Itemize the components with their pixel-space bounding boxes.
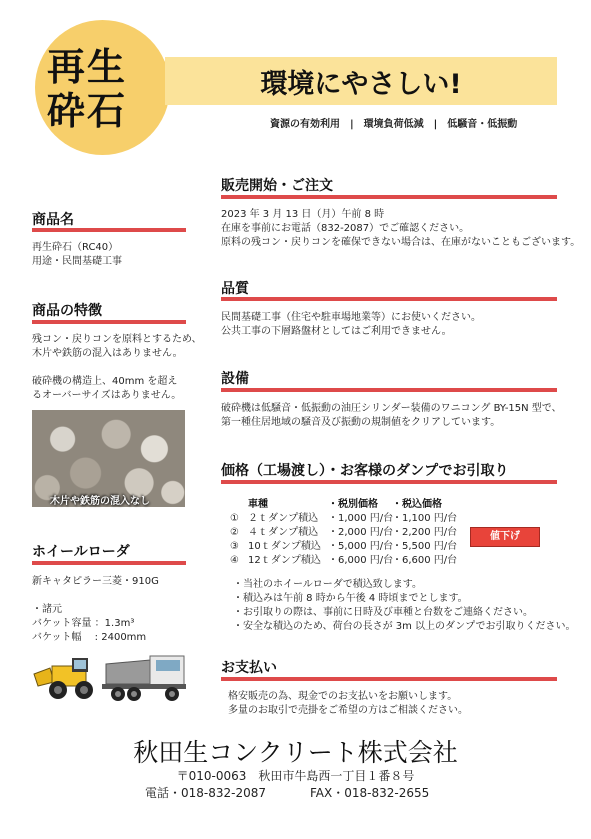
equipment-text: 破砕機は低騒音・低振動の油圧シリンダー装備のワニコング BY-15N 型で、	[221, 403, 562, 414]
price-reduced-badge: 値下げ	[470, 527, 540, 547]
sales-text: 原料の残コン・戻りコンを確保できない場合は、在庫がないこともございます。	[221, 237, 581, 248]
loader-truck-illustration	[32, 650, 192, 704]
equipment-heading: 設備	[221, 371, 249, 387]
col-ex-tax: ・税別価格	[328, 499, 378, 510]
sales-heading: 販売開始・ご注文	[221, 178, 333, 194]
features-text: 破砕機の構造上、40mm を超え	[32, 376, 178, 387]
quality-rule	[221, 297, 557, 301]
price-heading: 価格（工場渡し）・お客様のダンプでお引取り	[221, 463, 509, 479]
company-phone: 電話・018-832-2087	[145, 786, 267, 800]
loader-heading: ホイールローダ	[32, 544, 130, 560]
features-text: 残コン・戻りコンを原料とするため、	[32, 334, 202, 345]
price-row: ④ 12ｔダンプ積込 ・6,000 円/台・6,600 円/台	[230, 555, 458, 566]
sales-date: 2023 年 3 月 13 日（月）午前 8 時	[221, 209, 385, 220]
price-note: ・お引取りの際は、事前に日時及び車種と台数をご連絡ください。	[233, 607, 533, 618]
quality-text: 公共工事の下層路盤材としてはご利用できません。	[221, 326, 452, 337]
price-note: ・当社のホイールローダで積込致します。	[233, 579, 422, 590]
payment-heading: お支払い	[221, 660, 277, 676]
payment-text: 多量のお取引で売掛をご希望の方はご相談ください。	[228, 705, 468, 716]
photo-caption: 木片や鉄筋の混入なし	[50, 496, 150, 507]
loader-model: 新キャタピラー三菱・910G	[32, 576, 159, 587]
quality-heading: 品質	[221, 281, 249, 297]
title-line-1: 再生	[47, 45, 128, 89]
tagline: 資源の有効利用 | 環境負荷低減 | 低騒音・低振動	[270, 119, 518, 130]
loader-rule	[32, 561, 186, 565]
loader-bucket-capacity: バケット容量 ：1.3m³	[32, 618, 135, 629]
sales-rule	[221, 195, 557, 199]
equipment-text: 第一種住居地域の騒音及び振動の規制値をクリアしています。	[221, 417, 501, 428]
price-table-header	[230, 495, 462, 510]
wheel-loader-icon	[34, 658, 93, 699]
features-rule	[32, 320, 186, 324]
col-in-tax: ・税込価格	[392, 499, 442, 510]
title-line-2: 砕石	[47, 89, 128, 133]
banner-text: 環境にやさしい!	[260, 69, 462, 100]
loader-bucket-width: バケット幅 : 2400mm	[32, 632, 147, 643]
col-vehicle: 車種	[248, 499, 268, 510]
sales-text: 在庫を事前にお電話（832-2087）でご確認ください。	[221, 223, 470, 234]
equipment-rule	[221, 388, 557, 392]
features-text: るオーバーサイズはありません。	[32, 390, 182, 401]
features-text: 木片や鉄筋の混入はありません。	[32, 348, 183, 359]
price-row: ① ２ｔダンプ積込 ・1,000 円/台・1,100 円/台	[230, 513, 458, 524]
price-note: ・安全な積込のため、荷台の長さが 3m 以上のダンプでお引取りください。	[233, 621, 576, 632]
product-usage-line: 用途・民間基礎工事	[32, 256, 122, 267]
company-address: 〒010-0063 秋田市牛島西一丁目１番８号	[176, 769, 415, 783]
product-name-line: 再生砕石（RC40）	[32, 242, 119, 253]
company-fax: FAX・018-832-2655	[310, 786, 430, 800]
product-name-rule	[32, 228, 186, 232]
payment-text: 格安販売の為、現金でのお支払いをお願いします。	[228, 691, 458, 702]
features-heading: 商品の特徴	[32, 303, 102, 319]
loader-specs-label: ・諸元	[32, 604, 62, 615]
company-name: 秋田生コンクリート株式会社	[133, 738, 458, 767]
price-note: ・積込みは午前 8 時から午後 4 時頃までとします。	[233, 593, 468, 604]
price-row: ② ４ｔダンプ積込 ・2,000 円/台・2,200 円/台	[230, 527, 458, 538]
payment-rule	[221, 677, 557, 681]
price-row: ③ 10ｔダンプ積込 ・5,000 円/台・5,500 円/台	[230, 541, 458, 552]
price-rule	[221, 480, 557, 484]
dump-truck-icon	[102, 656, 186, 701]
quality-text: 民間基礎工事（住宅や駐車場地業等）にお使いください。	[221, 312, 481, 323]
product-name-heading: 商品名	[32, 212, 74, 228]
